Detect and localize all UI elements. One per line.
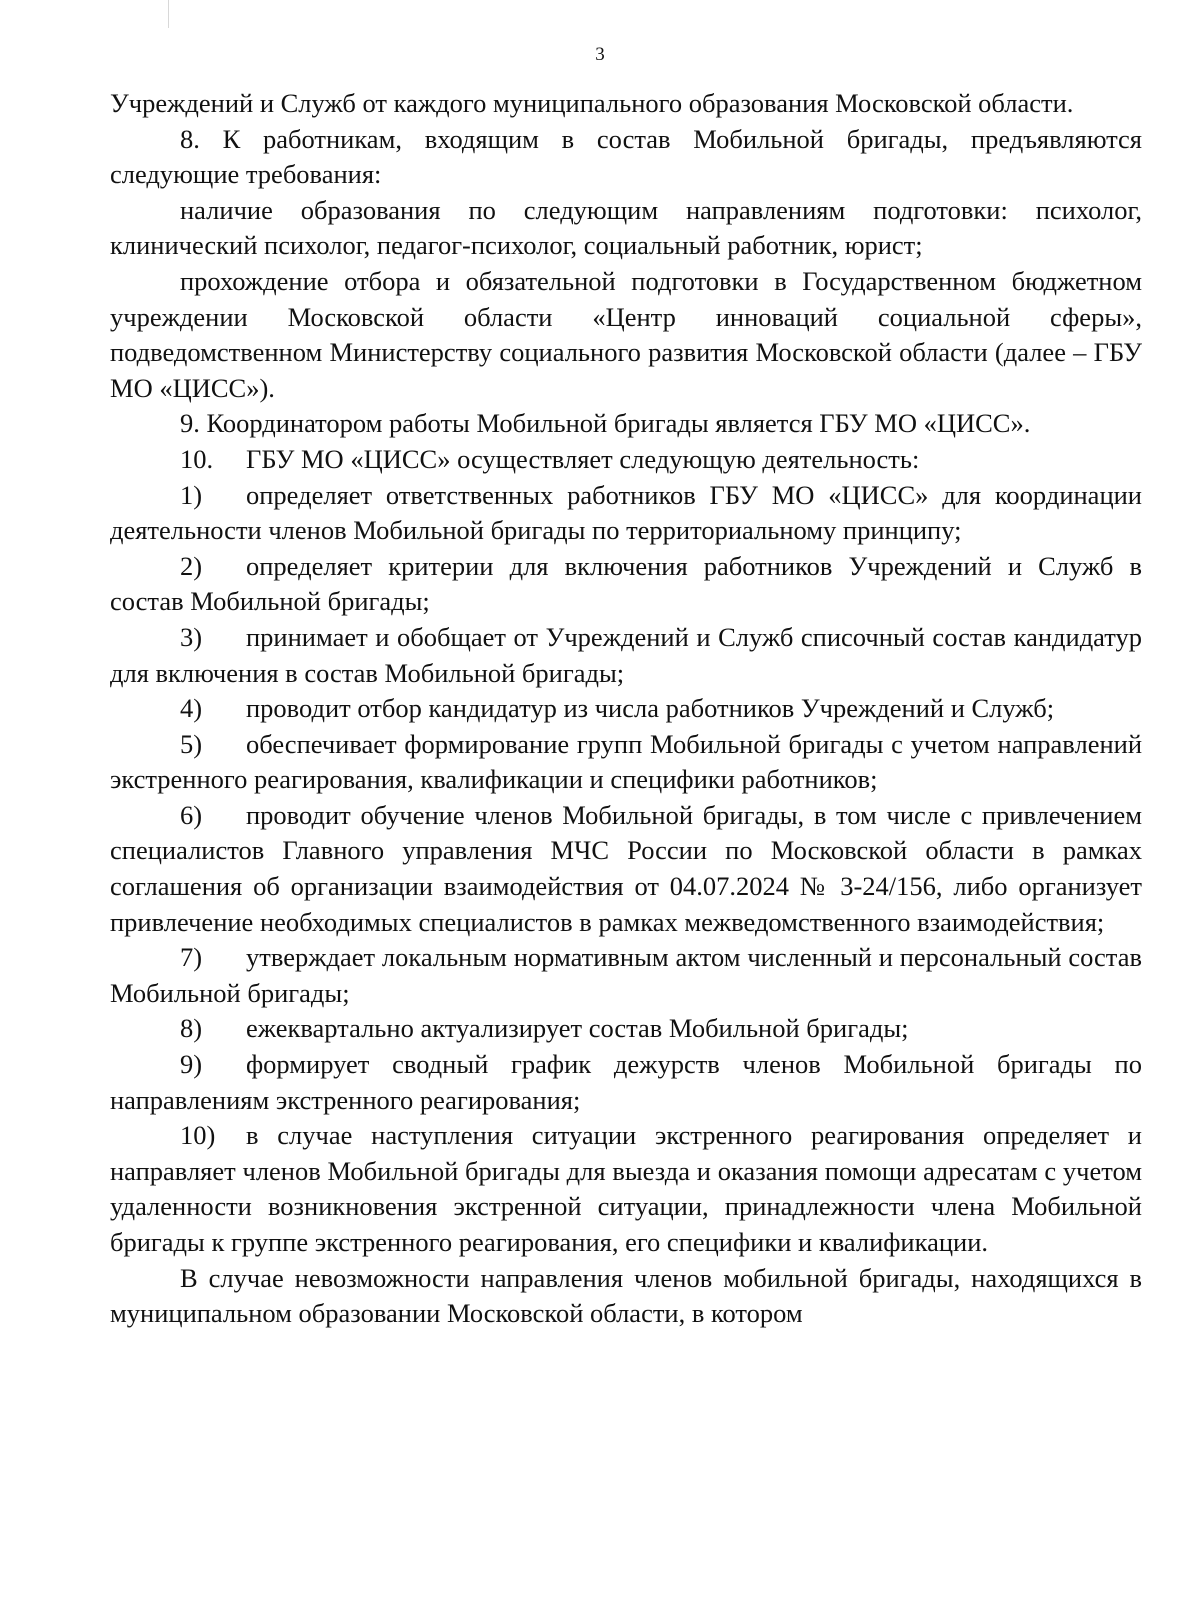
item-number: 4) (180, 693, 203, 724)
paragraph-item-8 (110, 122, 1142, 193)
item-number: 1) (180, 479, 203, 510)
item-number: 7) (180, 942, 203, 973)
subitem-5 (110, 727, 1142, 798)
paragraph-text: в случае наступления ситуации экстренного реагирования определяет и направляет членов Мобильной бригады для выезда и оказания помощи адресатам с учетом удаленности возникновения экстренной ситуации, принадлежности члена Мобильной бригады к группе экстренного реагирования, его специфики и квалификации. (110, 1120, 1142, 1257)
paragraph-text: наличие образования по следующим направлениям подготовки: психолог, клинический психолог, педагог-психолог, социальный работник, юрист; (110, 194, 1142, 261)
paragraph-text: Учреждений и Служб от каждого муниципального образования Московской области. (110, 88, 1074, 118)
paragraph-text: обеспечивает формирование групп Мобильной бригады с учетом направлений экстренного реагирования, квалификации и специфики работников; (110, 728, 1142, 795)
paragraph-item-10 (110, 442, 1142, 478)
paragraph-text: прохождение отбора и обязательной подготовки в Государственном бюджетном учреждении Московской области «Центр инноваций социальной сферы», подведомственном Министерству социального развития Московской области (далее – ГБУ МО «ЦИСС»). (110, 265, 1142, 403)
paragraph-text: 8. К работникам, входящим в состав Мобильной бригады, предъявляются следующие требования: (110, 123, 1142, 190)
subitem-7 (110, 940, 1142, 1011)
subitem-10 (110, 1118, 1142, 1260)
page-number: 3 (595, 44, 605, 65)
item-number: 8) (180, 1013, 203, 1044)
paragraph-text: определяет критерии для включения работников Учреждений и Служб в состав Мобильной бригады; (110, 550, 1142, 617)
paragraph-text: принимает и обобщает от Учреждений и Служб списочный состав кандидатур для включения в состав Мобильной бригады; (110, 621, 1142, 688)
item-number: 5) (180, 728, 203, 759)
item-number: 6) (180, 799, 203, 830)
subitem-2 (110, 549, 1142, 620)
subitem-9 (110, 1047, 1142, 1118)
subitem-4 (110, 691, 1142, 727)
paragraph-fallback-case (110, 1261, 1142, 1332)
subitem-6 (110, 798, 1142, 940)
paragraph-text: В случае невозможности направления членов мобильной бригады, находящихся в муниципальном образовании Московской области, в котором (110, 1262, 1142, 1329)
item-number: 2) (180, 550, 203, 581)
paragraph-text: ежеквартально актуализирует состав Мобильной бригады; (246, 1013, 909, 1044)
paragraph-text: утверждает локальным нормативным актом численный и персональный состав Мобильной бригады; (110, 942, 1142, 1008)
scan-edge-line (168, 0, 169, 28)
paragraph-text: ГБУ МО «ЦИСС» осуществляет следующую деятельность: (246, 443, 920, 474)
subitem-3 (110, 620, 1142, 691)
paragraph-continuation (110, 86, 1142, 122)
subitem-8 (110, 1011, 1142, 1047)
item-number: 3) (180, 621, 203, 652)
subitem-1 (110, 478, 1142, 549)
item-number: 10) (180, 1120, 216, 1151)
document-body (110, 86, 1142, 1332)
paragraph-text: определяет ответственных работников ГБУ МО «ЦИСС» для координации деятельности членов Мобильной бригады по территориальному принципу; (110, 479, 1142, 546)
paragraph-text: проводит отбор кандидатур из числа работников Учреждений и Служб; (246, 693, 1055, 724)
paragraph-text: проводит обучение членов Мобильной бригады, в том числе с привлечением специалистов Главного управления МЧС России по Московской области в рамках соглашения об организации взаимодействия от 04.07.2024 № 3-24/156, либо организует привлечение необходимых специалистов в рамках межведомственного взаимодействия; (110, 799, 1142, 937)
requirement-training (110, 264, 1142, 406)
item-number: 9) (180, 1049, 203, 1080)
requirement-education (110, 193, 1142, 264)
paragraph-text: формирует сводный график дежурств членов Мобильной бригады по направлениям экстренного реагирования; (110, 1049, 1142, 1115)
paragraph-item-9 (110, 406, 1142, 442)
item-number: 10. (180, 443, 214, 474)
paragraph-text: 9. Координатором работы Мобильной бригады является ГБУ МО «ЦИСС». (180, 408, 1031, 439)
